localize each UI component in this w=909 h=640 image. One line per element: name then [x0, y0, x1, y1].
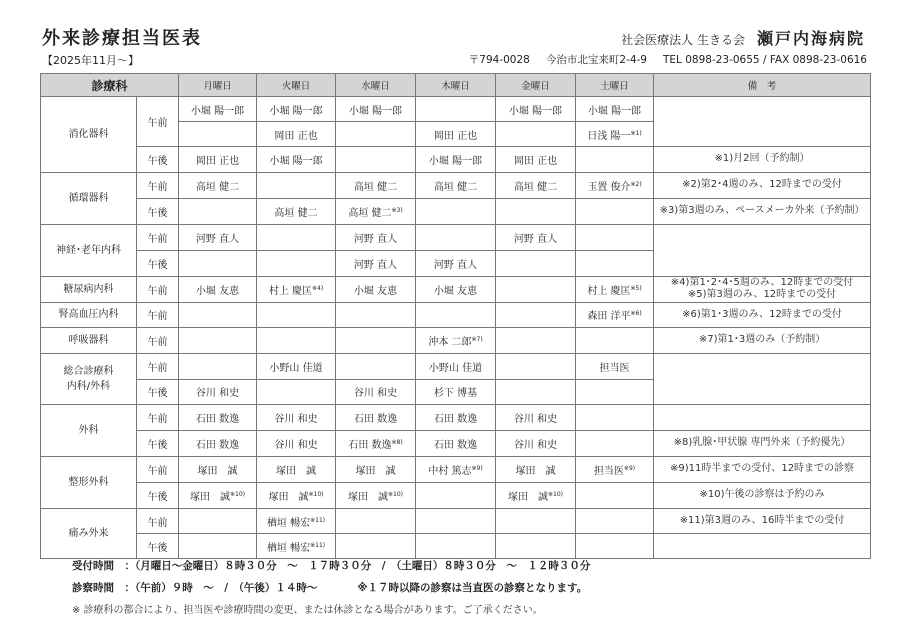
doctor-name: 高垣 健二 — [348, 207, 392, 219]
footnote-mark: ※1) — [630, 129, 642, 137]
doctor-cell — [257, 147, 336, 172]
notes-cell — [654, 302, 871, 327]
footnote-mark: ※11) — [310, 541, 326, 549]
organization-prefix: 社会医療法人 生きる会 — [621, 33, 745, 47]
doctor-name: 日浅 陽一 — [587, 130, 631, 142]
time-slot: 午前 — [137, 172, 179, 198]
doctor-cell — [416, 97, 496, 122]
doctor-cell — [416, 534, 496, 559]
header-day: 土曜日 — [576, 74, 654, 97]
doctor-cell — [496, 224, 576, 250]
doctor-cell — [576, 534, 654, 559]
doctor-cell — [257, 276, 336, 302]
doctor-name: 岡田 正也 — [274, 130, 318, 142]
doctor-name: 谷川 和史 — [274, 439, 318, 451]
doctor-cell — [336, 482, 416, 508]
department-label: 整形外科 — [68, 476, 109, 488]
doctor-name: 小野山 佳道 — [269, 362, 323, 374]
doctor-cell — [257, 122, 336, 147]
doctor-name: 塚田 誠 — [197, 465, 238, 477]
table-row — [41, 353, 871, 379]
hospital-name: 瀬戸内海病院 — [756, 29, 865, 48]
doctor-cell — [576, 508, 654, 533]
doctor-cell — [257, 172, 336, 198]
doctor-name: 石田 数逸 — [348, 439, 392, 451]
doctor-cell — [336, 198, 416, 224]
doctor-cell — [336, 430, 416, 456]
doctor-name: 河野 直人 — [353, 233, 398, 245]
doctor-cell — [576, 97, 654, 122]
note-text: ※10)午後の診察は予約のみ — [699, 489, 825, 501]
notes-cell — [654, 456, 871, 482]
department-name — [41, 508, 137, 558]
doctor-cell — [257, 224, 336, 250]
footnote-mark: ※4) — [312, 284, 324, 292]
doctor-name: 石田 数逸 — [353, 413, 398, 425]
doctor-cell — [257, 508, 336, 533]
doctor-cell — [336, 302, 416, 327]
doctor-name: 谷川 和史 — [513, 439, 558, 451]
footnote-mark: ※5) — [630, 284, 642, 292]
doctor-name: 小堀 陽一郎 — [269, 155, 323, 167]
doctor-name: 河野 直人 — [195, 233, 240, 245]
doctor-name: 谷川 和史 — [195, 388, 240, 400]
department-name — [41, 327, 137, 353]
doctor-name: 石田 数逸 — [433, 439, 478, 451]
table-row — [41, 172, 871, 198]
doctor-cell — [416, 327, 496, 353]
doctor-cell — [416, 508, 496, 533]
doctor-name: 高垣 健二 — [274, 207, 318, 219]
doctor-cell — [179, 172, 257, 198]
footnote-mark: ※10) — [388, 490, 404, 498]
doctor-name: 塚田 誠 — [190, 491, 230, 503]
notes-cell — [654, 198, 871, 224]
time-slot: 午前 — [137, 302, 179, 327]
doctor-cell — [179, 224, 257, 250]
doctor-cell — [416, 482, 496, 508]
time-slot: 午後 — [137, 250, 179, 276]
footnote-mark: ※6) — [630, 310, 642, 318]
doctor-cell — [257, 456, 336, 482]
tel-fax: TEL 0898-23-0655 / FAX 0898-23-0616 — [662, 54, 867, 66]
doctor-name: 岡田 正也 — [195, 155, 240, 167]
notes-cell — [654, 172, 871, 198]
doctor-cell — [257, 327, 336, 353]
doctor-cell — [257, 302, 336, 327]
doctor-cell — [416, 224, 496, 250]
doctor-name: 塚田 誠 — [276, 465, 317, 477]
header-day: 木曜日 — [416, 74, 496, 97]
table-row — [41, 430, 871, 456]
organization — [621, 26, 865, 49]
table-row — [41, 198, 871, 224]
doctor-name: 石田 数逸 — [433, 413, 478, 425]
note-text: ※11)第3週のみ、16時半までの受付 — [679, 515, 845, 527]
doctor-cell — [336, 122, 416, 147]
table-row — [41, 97, 871, 122]
doctor-cell — [179, 379, 257, 404]
doctor-cell — [179, 147, 257, 172]
doctor-name: 楢垣 暢宏 — [266, 517, 311, 529]
schedule-period: 【2025年11月～】 — [42, 54, 139, 67]
doctor-name: 塚田 誠 — [515, 465, 556, 477]
footnote-mark: ※7) — [471, 335, 483, 343]
doctor-cell — [336, 147, 416, 172]
time-slot: 午前 — [137, 456, 179, 482]
address-line — [453, 52, 867, 67]
doctor-name: 担当医 — [599, 362, 630, 374]
doctor-cell — [576, 327, 654, 353]
doctor-cell — [496, 430, 576, 456]
notes-cell — [654, 276, 871, 302]
note-text: ※8)乳腺･甲状腺 専門外来（予約優先） — [673, 437, 851, 449]
doctor-cell — [257, 534, 336, 559]
doctor-cell — [576, 250, 654, 276]
department-label: 循環器科 — [68, 192, 109, 204]
doctor-cell — [576, 198, 654, 224]
doctor-name: 高垣 健二 — [513, 181, 558, 193]
doctor-name: 玉置 俊介 — [587, 181, 631, 193]
footnote-mark: ※9) — [623, 464, 636, 472]
header-dept: 診療科 — [41, 74, 179, 97]
doctor-cell — [576, 172, 654, 198]
doctor-name: 小堀 友恵 — [195, 285, 240, 297]
time-slot: 午後 — [137, 198, 179, 224]
doctor-cell — [336, 327, 416, 353]
doctor-cell — [179, 302, 257, 327]
doctor-cell — [496, 534, 576, 559]
time-slot: 午後 — [137, 482, 179, 508]
doctor-cell — [496, 147, 576, 172]
doctor-cell — [179, 250, 257, 276]
doctor-cell — [179, 430, 257, 456]
department-name — [41, 97, 137, 173]
department-label: 腎高血圧内科 — [58, 309, 119, 321]
doctor-cell — [496, 276, 576, 302]
notes-cell — [654, 97, 871, 147]
doctor-name: 小堀 友恵 — [433, 285, 478, 297]
doctor-name: 河野 直人 — [353, 259, 398, 271]
doctor-cell — [416, 379, 496, 404]
department-label-sub: 内科/外科 — [66, 380, 111, 392]
header-day: 水曜日 — [336, 74, 416, 97]
table-row — [41, 482, 871, 508]
note-text: ※5)第3週のみ、12時までの受付 — [687, 289, 837, 301]
note-text: ※6)第1･3週のみ、12時までの受付 — [682, 308, 842, 320]
department-label: 総合診療科 — [63, 365, 114, 377]
table-row — [41, 276, 871, 302]
doctor-cell — [179, 508, 257, 533]
doctor-name: 高垣 健二 — [433, 181, 478, 193]
department-label: 呼吸器科 — [68, 334, 109, 346]
department-name — [41, 172, 137, 224]
doctor-name: 塚田 誠 — [355, 465, 396, 477]
doctor-cell — [576, 276, 654, 302]
schedule-body — [41, 97, 871, 559]
after-hours-note: ※１７時以降の診察は当直医の診察となります。 — [357, 582, 588, 594]
doctor-name: 小堀 陽一郎 — [269, 105, 323, 117]
doctor-cell — [416, 302, 496, 327]
doctor-cell — [179, 97, 257, 122]
doctor-cell — [257, 430, 336, 456]
doctor-name: 谷川 和史 — [274, 413, 318, 425]
doctor-cell — [179, 198, 257, 224]
doctor-cell — [496, 122, 576, 147]
doctor-cell — [496, 456, 576, 482]
doctor-name: 高垣 健二 — [195, 181, 240, 193]
doctor-name: 担当医 — [593, 465, 624, 477]
footnote-mark: ※2) — [630, 180, 642, 188]
doctor-cell — [576, 224, 654, 250]
footnote-mark: ※9) — [471, 464, 483, 472]
header-day: 月曜日 — [179, 74, 257, 97]
doctor-cell — [416, 404, 496, 430]
time-slot: 午前 — [137, 97, 179, 147]
doctor-cell — [416, 430, 496, 456]
doctor-cell — [336, 456, 416, 482]
doctor-cell — [336, 250, 416, 276]
doctor-name: 小野山 佳道 — [428, 362, 483, 374]
department-name — [41, 276, 137, 302]
department-label: 糖尿病内科 — [63, 283, 114, 295]
footnote-mark: ※3) — [391, 206, 403, 214]
time-slot: 午前 — [137, 404, 179, 430]
doctor-cell — [257, 404, 336, 430]
header-day: 火曜日 — [257, 74, 336, 97]
doctor-cell — [496, 198, 576, 224]
doctor-cell — [257, 379, 336, 404]
doctor-name: 小堀 陽一郎 — [190, 105, 245, 117]
doctor-cell — [336, 97, 416, 122]
doctor-cell — [416, 456, 496, 482]
doctor-cell — [496, 379, 576, 404]
doctor-cell — [179, 404, 257, 430]
footnote-mark: ※10) — [230, 490, 246, 498]
doctor-name: 河野 直人 — [513, 233, 558, 245]
doctor-name: 石田 数逸 — [195, 439, 240, 451]
doctor-cell — [496, 353, 576, 379]
notes-cell — [654, 534, 871, 559]
department-label: 神経･老年内科 — [56, 244, 121, 256]
table-row — [41, 404, 871, 430]
note-text: ※7)第1･3週のみ（予約制） — [698, 334, 826, 346]
time-slot: 午前 — [137, 327, 179, 353]
doctor-name: 小堀 友恵 — [353, 285, 398, 297]
doctor-name: 杉下 博基 — [433, 388, 478, 400]
time-slot: 午後 — [137, 534, 179, 559]
note-text: ※4)第1･2･4･5週のみ、12時までの受付 — [670, 277, 854, 289]
doctor-cell — [336, 276, 416, 302]
table-row — [41, 508, 871, 533]
doctor-cell — [576, 147, 654, 172]
table-row — [41, 224, 871, 250]
zip-code: 〒794-0028 — [468, 54, 530, 66]
time-slot: 午前 — [137, 224, 179, 250]
doctor-name: 村上 慶匡 — [587, 285, 631, 297]
doctor-cell — [496, 97, 576, 122]
consultation-hours — [72, 580, 587, 595]
doctor-cell — [257, 198, 336, 224]
note-text: ※2)第2･4週のみ、12時までの受付 — [682, 179, 842, 191]
consultation-hours-text: 診察時間 ：（午前）９時 ～ / （午後）１４時～ — [72, 582, 318, 594]
doctor-cell — [576, 456, 654, 482]
doctor-cell — [179, 327, 257, 353]
doctor-cell — [336, 534, 416, 559]
reception-hours: 受付時間 ：（月曜日～金曜日）８時３０分 ～ １７時３０分 / （土曜日）８時３０分 ～ １２時３０分 — [72, 560, 591, 572]
table-row — [41, 302, 871, 327]
notes-cell — [654, 508, 871, 533]
doctor-cell — [179, 456, 257, 482]
footnote-mark: ※8) — [391, 438, 403, 446]
doctor-cell — [576, 122, 654, 147]
doctor-name: 中村 篤志 — [428, 465, 472, 477]
time-slot: 午後 — [137, 430, 179, 456]
note-text: ※1)月2回（予約制） — [714, 153, 810, 165]
table-row — [41, 534, 871, 559]
doctor-name: 石田 数逸 — [195, 413, 240, 425]
doctor-cell — [179, 353, 257, 379]
doctor-name: 高垣 健二 — [353, 181, 398, 193]
doctor-cell — [416, 353, 496, 379]
disclaimer: ※ 診療科の都合により、担当医や診療時間の変更、または休診となる場合があります。ご了承ください。 — [72, 605, 543, 616]
street-address: 今治市北宝来町2-4-9 — [545, 54, 647, 66]
note-text: ※9)11時半までの受付、12時までの診察 — [669, 463, 855, 475]
footnote-mark: ※10) — [308, 490, 324, 498]
time-slot: 午前 — [137, 508, 179, 533]
doctor-cell — [416, 147, 496, 172]
doctor-cell — [496, 482, 576, 508]
doctor-cell — [496, 327, 576, 353]
doctor-cell — [576, 430, 654, 456]
doctor-cell — [496, 404, 576, 430]
doctor-cell — [496, 302, 576, 327]
doctor-cell — [576, 379, 654, 404]
doctor-name: 岡田 正也 — [513, 155, 558, 167]
department-name — [41, 302, 137, 327]
notes-cell — [654, 430, 871, 456]
header-notes: 備 考 — [654, 74, 871, 97]
time-slot: 午後 — [137, 379, 179, 404]
table-row — [41, 147, 871, 172]
notes-cell — [654, 147, 871, 172]
doctor-cell — [416, 198, 496, 224]
page-title: 外来診療担当医表 — [42, 28, 202, 49]
department-label: 外科 — [78, 424, 99, 436]
doctor-name: 塚田 誠 — [268, 491, 309, 503]
note-text: ※3)第3週のみ、ペースメーカ外来（予約制） — [659, 205, 865, 217]
doctor-cell — [257, 97, 336, 122]
schedule-table — [40, 73, 871, 559]
doctor-cell — [576, 404, 654, 430]
doctor-name: 小堀 陽一郎 — [587, 105, 642, 117]
notes-cell — [654, 404, 871, 430]
doctor-cell — [336, 172, 416, 198]
doctor-cell — [416, 250, 496, 276]
doctor-cell — [336, 224, 416, 250]
doctor-cell — [257, 353, 336, 379]
time-slot: 午前 — [137, 276, 179, 302]
doctor-name: 小堀 陽一郎 — [428, 155, 483, 167]
department-label: 痛み外来 — [68, 528, 109, 540]
doctor-cell — [179, 122, 257, 147]
doctor-name: 森田 洋平 — [587, 311, 631, 323]
doctor-name: 小堀 陽一郎 — [508, 105, 563, 117]
doctor-name: 谷川 和史 — [513, 413, 558, 425]
footnote-mark: ※11) — [310, 516, 326, 524]
doctor-name: 塚田 誠 — [348, 491, 388, 503]
department-name — [41, 404, 137, 456]
department-name — [41, 353, 137, 404]
doctor-name: 沖本 二郎 — [428, 336, 472, 348]
notes-cell — [654, 353, 871, 404]
doctor-cell — [576, 353, 654, 379]
table-row — [41, 327, 871, 353]
doctor-cell — [496, 508, 576, 533]
doctor-cell — [179, 534, 257, 559]
doctor-name: 塚田 誠 — [508, 491, 548, 503]
doctor-cell — [416, 172, 496, 198]
footnote-mark: ※10) — [548, 490, 564, 498]
doctor-name: 小堀 陽一郎 — [348, 105, 403, 117]
doctor-cell — [416, 276, 496, 302]
doctor-cell — [496, 172, 576, 198]
department-label: 消化器科 — [68, 128, 109, 140]
department-name — [41, 224, 137, 276]
doctor-cell — [179, 482, 257, 508]
doctor-cell — [416, 122, 496, 147]
doctor-cell — [257, 250, 336, 276]
notes-cell — [654, 327, 871, 353]
doctor-name: 楢垣 暢宏 — [266, 542, 311, 554]
time-slot: 午後 — [137, 147, 179, 172]
doctor-cell — [336, 379, 416, 404]
doctor-cell — [576, 302, 654, 327]
doctor-cell — [336, 508, 416, 533]
notes-cell — [654, 224, 871, 276]
doctor-name: 河野 直人 — [433, 259, 478, 271]
doctor-cell — [576, 482, 654, 508]
table-row — [41, 456, 871, 482]
time-slot: 午前 — [137, 353, 179, 379]
table-header-row — [41, 74, 871, 97]
doctor-cell — [496, 250, 576, 276]
department-name — [41, 456, 137, 508]
doctor-name: 谷川 和史 — [353, 388, 398, 400]
doctor-cell — [179, 276, 257, 302]
doctor-cell — [257, 482, 336, 508]
doctor-cell — [336, 353, 416, 379]
doctor-name: 村上 慶匡 — [268, 285, 313, 297]
notes-cell — [654, 482, 871, 508]
header-day: 金曜日 — [496, 74, 576, 97]
doctor-name: 岡田 正也 — [433, 130, 478, 142]
doctor-cell — [336, 404, 416, 430]
